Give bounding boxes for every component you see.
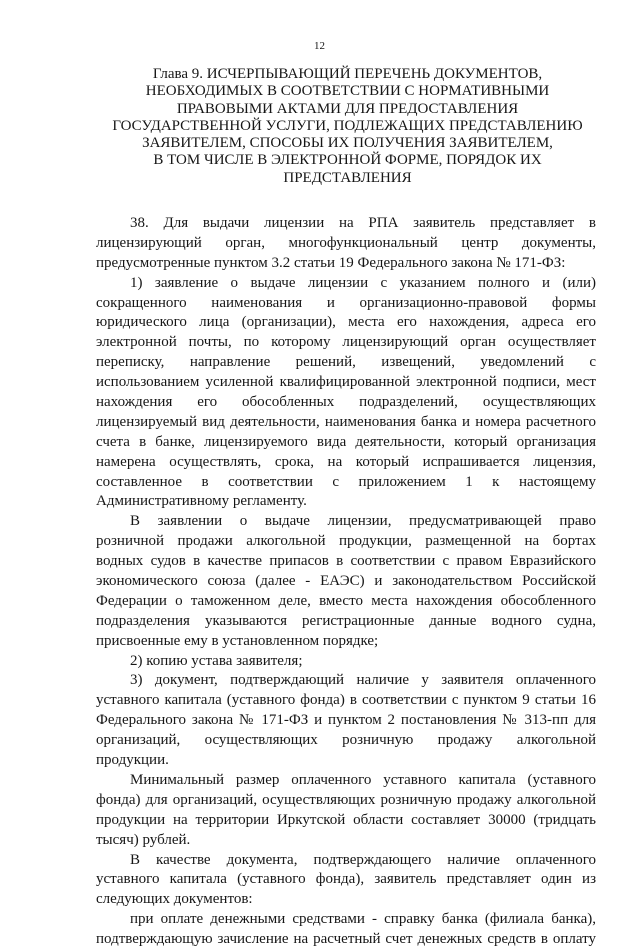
paragraph-line: подтверждающую зачисление на расчетный счет денежных средств в оплату — [96, 931, 596, 948]
page-number: 12 — [314, 40, 325, 52]
paragraph-line: намерена осуществлять, срока, на который испрашивается лицензия, — [96, 453, 596, 470]
paragraph-line: предусмотренные пунктом 3.2 статьи 19 Федерального закона № 171-ФЗ: — [96, 254, 566, 271]
document-body — [96, 214, 596, 950]
paragraph-line: уставного капитала (уставного фонда) в соответствии с пунктом 9 статьи 16 — [96, 692, 596, 709]
paragraph-line: фонда) для организаций, осуществляющих розничную продажу алкогольной — [96, 791, 596, 808]
paragraph-line: организаций, осуществляющих розничную продажу алкогольной — [96, 732, 596, 749]
paragraph-line: Административному регламенту. — [96, 493, 307, 510]
paragraph-line: тысяч) рублей. — [96, 831, 191, 848]
paragraph-line: сокращенного наименования и организационно-правовой формы — [96, 294, 596, 311]
paragraph-line: юридического лица (организации), места его нахождения, адреса его — [96, 314, 596, 331]
heading-line: В ТОМ ЧИСЛЕ В ЭЛЕКТРОННОЙ ФОРМЕ, ПОРЯДОК ИХ — [153, 152, 542, 169]
heading-line: ПРЕДСТАВЛЕНИЯ — [283, 169, 412, 186]
paragraph-first-line: В заявлении о выдаче лицензии, предусматривающей право — [130, 513, 596, 530]
heading-line: НЕОБХОДИМЫХ В СООТВЕТСТВИИ С НОРМАТИВНЫМИ — [145, 83, 550, 100]
paragraph-line: составленное в соответствии с приложением 1 к настоящему — [96, 473, 596, 490]
paragraph-line: нахождения его обособленных подразделений, осуществляющих — [96, 394, 596, 411]
paragraph-first-line: Минимальный размер оплаченного уставного капитала (уставного — [130, 771, 596, 788]
paragraph-line: экономического союза (далее - ЕАЭС) и законодательством Российской — [96, 573, 596, 590]
paragraph-first-line: 2) копию устава заявителя; — [130, 652, 303, 669]
paragraph-line: следующих документов: — [96, 891, 253, 908]
paragraph-first-line: 38. Для выдачи лицензии на РПА заявитель представляет в — [130, 215, 596, 231]
paragraph-line: Федерации о таможенном деле, вместо места нахождения обособленного — [96, 592, 596, 609]
paragraph-first-line: 3) документ, подтверждающий наличие у заявителя оплаченного — [130, 672, 596, 689]
heading-line: Глава 9. ИСЧЕРПЫВАЮЩИЙ ПЕРЕЧЕНЬ ДОКУМЕНТОВ, — [152, 66, 543, 82]
paragraph-line: использованием усиленной квалифицированной электронной подписи, мест — [96, 374, 596, 391]
paragraph-first-line: при оплате денежными средствами - справку банка (филиала банка), — [130, 911, 596, 928]
heading-line: ЗАЯВИТЕЛЕМ, СПОСОБЫ ИХ ПОЛУЧЕНИЯ ЗАЯВИТЕЛЕМ, — [142, 135, 553, 152]
paragraph-line: уставного капитала (уставного фонда), заявитель представляет один из — [96, 871, 596, 888]
paragraph-line: Федерального закона № 171-ФЗ и пунктом 2 постановления № 313-пп для — [96, 712, 596, 729]
chapter-heading — [80, 66, 615, 187]
paragraph-line: счета в банке, лицензируемого вида деятельности, который организация — [96, 433, 596, 450]
paragraph-line: розничной продажи алкогольной продукции, размещенной на бортах — [96, 533, 596, 550]
paragraph-line: продукции на территории Иркутской области составляет 30000 (тридцать — [96, 811, 596, 828]
paragraph-line: электронной почты, по которому лицензирующий орган осуществляет — [96, 334, 596, 351]
paragraph-line: присвоенные ему в установленном порядке; — [96, 632, 379, 649]
paragraph-first-line: В качестве документа, подтверждающего наличие оплаченного — [130, 851, 596, 868]
paragraph-line: подразделения указываются регистрационные данные водного судна, — [96, 612, 596, 629]
paragraph-line: водных судов в качестве припасов в соответствии с правом Евразийского — [96, 553, 596, 570]
paragraph-line: лицензируемый вид деятельности, наименования банка и номера расчетного — [96, 413, 596, 430]
heading-line: ГОСУДАРСТВЕННОЙ УСЛУГИ, ПОДЛЕЖАЩИХ ПРЕДСТАВЛЕНИЮ — [112, 117, 583, 134]
paragraph-line: переписку, направление решений, извещений, уведомлений с — [96, 354, 596, 371]
paragraph-line: продукции. — [96, 752, 169, 769]
heading-line: ПРАВОВЫМИ АКТАМИ ДЛЯ ПРЕДОСТАВЛЕНИЯ — [176, 100, 519, 117]
paragraph-line: лицензирующий орган, многофункциональный центр документы, — [96, 234, 596, 251]
paragraph-first-line: 1) заявление о выдаче лицензии с указанием полного и (или) — [130, 274, 596, 291]
